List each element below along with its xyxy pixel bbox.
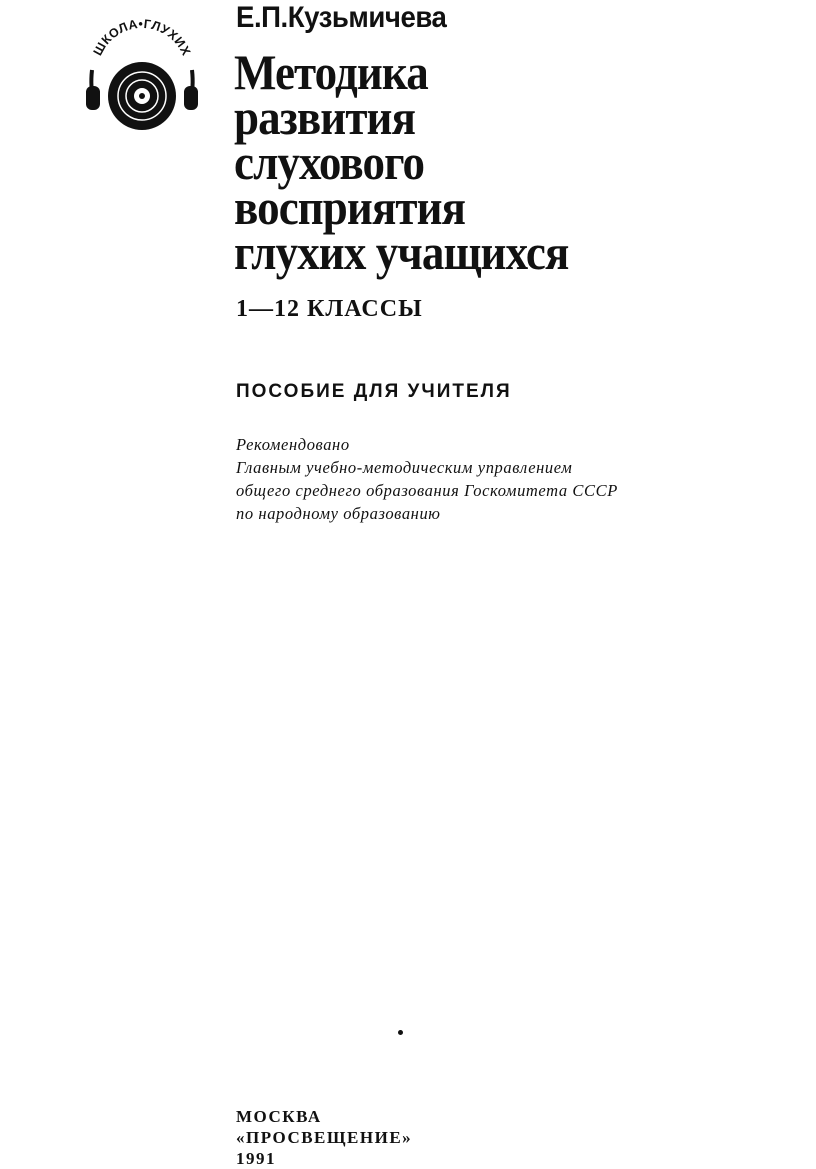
- imprint: [236, 1106, 412, 1169]
- title-line: развития: [234, 89, 416, 145]
- imprint-publisher: «ПРОСВЕЩЕНИЕ»: [236, 1128, 413, 1147]
- recommendation-note: [236, 433, 618, 525]
- title-line: восприятия: [234, 179, 466, 235]
- imprint-year: 1991: [236, 1149, 276, 1168]
- author-name: Е.П.Кузьмичева: [236, 1, 447, 34]
- title-line: глухих учащихся: [234, 224, 569, 280]
- title-line: слухового: [234, 134, 425, 190]
- book-title: [234, 44, 569, 280]
- print-speck: [398, 1030, 403, 1035]
- school-of-the-deaf-logo-icon: [80, 8, 204, 132]
- manual-label: ПОСОБИЕ ДЛЯ УЧИТЕЛЯ: [236, 381, 512, 402]
- title-line: Методика: [234, 44, 428, 100]
- recommendation-line: по народному образованию: [236, 504, 441, 523]
- logo-text-path: ШКОЛА•ГЛУХИХ: [90, 16, 194, 58]
- recommendation-line: Рекомендовано: [236, 435, 350, 454]
- recommendation-line: общего среднего образования Госкомитета СССР: [236, 481, 618, 500]
- logo-graphic: [80, 8, 204, 132]
- grades-range: 1—12 КЛАССЫ: [236, 296, 423, 322]
- recommendation-line: Главным учебно-методическим управлением: [236, 458, 573, 477]
- imprint-city: МОСКВА: [236, 1107, 322, 1126]
- logo-text: [91, 17, 194, 58]
